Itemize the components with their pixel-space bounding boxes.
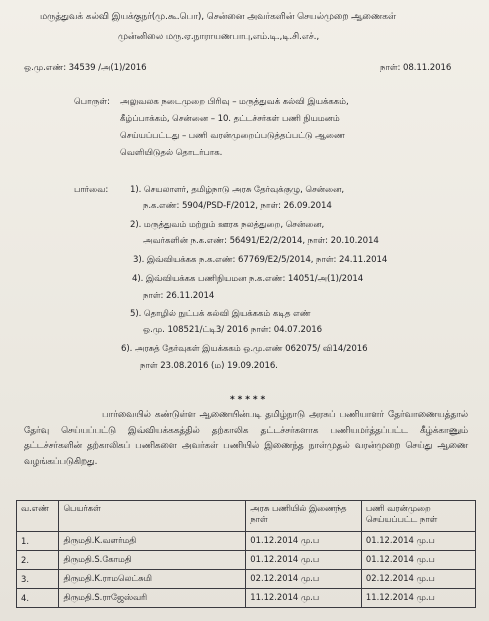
separator: * * * * * bbox=[230, 395, 266, 405]
cell-serial: 3. bbox=[17, 570, 59, 589]
column-header: அரசு பணியில் இணைந்த நாள் bbox=[246, 501, 362, 532]
reference-line: அவர்களின் ந.க.எண்: 56491/E2/2/2014, நாள்: 20.10.2014 bbox=[143, 236, 379, 246]
table-row bbox=[17, 589, 476, 608]
staff-table bbox=[16, 500, 476, 608]
reference-line: ந.க.எண்: 5904/PSD-F/2012, நாள்: 26.09.2014 bbox=[143, 201, 332, 211]
cell-regularized-date: 11.12.2014 மு.ப bbox=[361, 589, 475, 608]
cell-joining-date: 01.12.2014 மு.ப bbox=[246, 551, 362, 570]
cell-joining-date: 11.12.2014 மு.ப bbox=[246, 589, 362, 608]
subject-line: செய்யப்பட்டது – பணி வரன்முறைப்படுத்தப்பட்டு ஆணை bbox=[120, 131, 345, 141]
reference-line: ஒ.மு. 108521/ட்டி3/ 2016 நாள்: 04.07.2016 bbox=[143, 325, 323, 335]
table-header-row bbox=[17, 501, 476, 532]
table-row bbox=[17, 570, 476, 589]
reference-line: 2). மருத்துவம் மற்றும் ஊரக நலத்துறை, சென்னை, bbox=[130, 220, 325, 230]
table-row bbox=[17, 551, 476, 570]
column-header: வ.எண் bbox=[17, 501, 59, 532]
column-header: பணி வரன்முறை செய்யப்பட்ட நாள் bbox=[361, 501, 475, 532]
cell-name: திருமதி.S.கோமதி bbox=[59, 551, 246, 570]
reference-line: 6). அரசுத் தேர்வுகள் இயக்ககம் ஒ.மு.எண் 062075/ வி14/2016 bbox=[121, 344, 368, 354]
body-paragraph: பார்வையில் கண்டுள்ள ஆணையின்படி தமிழ்நாடு அரசுப் பணியாளர் தேர்வாணையத்தால் தேர்வு செய்யப்பட்டு இவ்வியக்ககத்தில் தற்காலிக தட்டச்சர்களாக பணியமர்த்தப்பட்ட கீழ்க்காணும் தட்டச்சர்களின் தற்காலிகப் பணிகளை அவர்கள் பணியில் இணைந்த நாள்முதல் வரன்முறை செய்து ஆணை வழங்கப்படுகிறது. bbox=[24, 410, 468, 467]
reference-date: நாள்: 08.11.2016 bbox=[380, 63, 452, 73]
table-row bbox=[17, 532, 476, 551]
subject-line: கீழ்ப்பாக்கம், சென்னை – 10. தட்டச்சர்கள் பணி நியமனம் bbox=[120, 114, 340, 124]
cell-name: திருமதி.S.ராஜேஸ்வரி bbox=[59, 589, 246, 608]
reference-number: ஒ.மு.எண்: 34539 /அ(1)/2016 bbox=[24, 63, 147, 73]
reference-line: 3). இவ்வியக்கக ந.க.எண்: 67769/E2/5/2014, நாள்: 24.11.2014 bbox=[133, 255, 388, 265]
cell-serial: 1. bbox=[17, 532, 59, 551]
reference-line: நாள் 23.08.2016 (ம) 19.09.2016. bbox=[140, 361, 278, 371]
cell-joining-date: 01.12.2014 மு.ப bbox=[246, 532, 362, 551]
cell-regularized-date: 02.12.2014 மு.ப bbox=[361, 570, 475, 589]
reference-line: நாள்: 26.11.2014 bbox=[143, 291, 215, 301]
cell-regularized-date: 01.12.2014 மு.ப bbox=[361, 551, 475, 570]
reference-line: 1). செயலாளர், தமிழ்நாடு அரசு தேர்வுக்குழு, சென்னை, bbox=[130, 185, 344, 195]
cell-name: திருமதி.K.வளர்மதி bbox=[59, 532, 246, 551]
subject-label: பொருள்: bbox=[74, 97, 110, 107]
header-line-2: முன்னிலை மரு.ஏ.நாராயணபாபு,எம்.டி.,டி.சி.எச்., bbox=[118, 32, 320, 42]
cell-joining-date: 02.12.2014 மு.ப bbox=[246, 570, 362, 589]
subject-line: அலுவலக நடைமுறை பிரிவு – மருத்துவக் கல்வி இயக்ககம், bbox=[120, 97, 349, 107]
header-line-1: மருத்துவக் கல்வி இயக்குநர்(மு.கூ.பொ), சென்னை அவர்களின் செயல்முறை ஆணைகள் bbox=[40, 12, 396, 22]
reference-line: 4). இவ்வியக்கக பணிநியமன ந.க.எண்: 14051/அ(1)/2014 bbox=[132, 274, 364, 284]
subject-line: வெளியிடுதல் தொடர்பாக. bbox=[120, 148, 223, 158]
cell-serial: 4. bbox=[17, 589, 59, 608]
cell-serial: 2. bbox=[17, 551, 59, 570]
column-header: பெயர்கள் bbox=[59, 501, 246, 532]
references-label: பார்வை: bbox=[74, 185, 109, 195]
cell-regularized-date: 01.12.2014 மு.ப bbox=[361, 532, 475, 551]
cell-name: திருமதி.K.ராமலெட்சுமி bbox=[59, 570, 246, 589]
reference-line: 5). தொழில் நுட்பக் கல்வி இயக்ககம் கடித எண் bbox=[130, 309, 311, 319]
